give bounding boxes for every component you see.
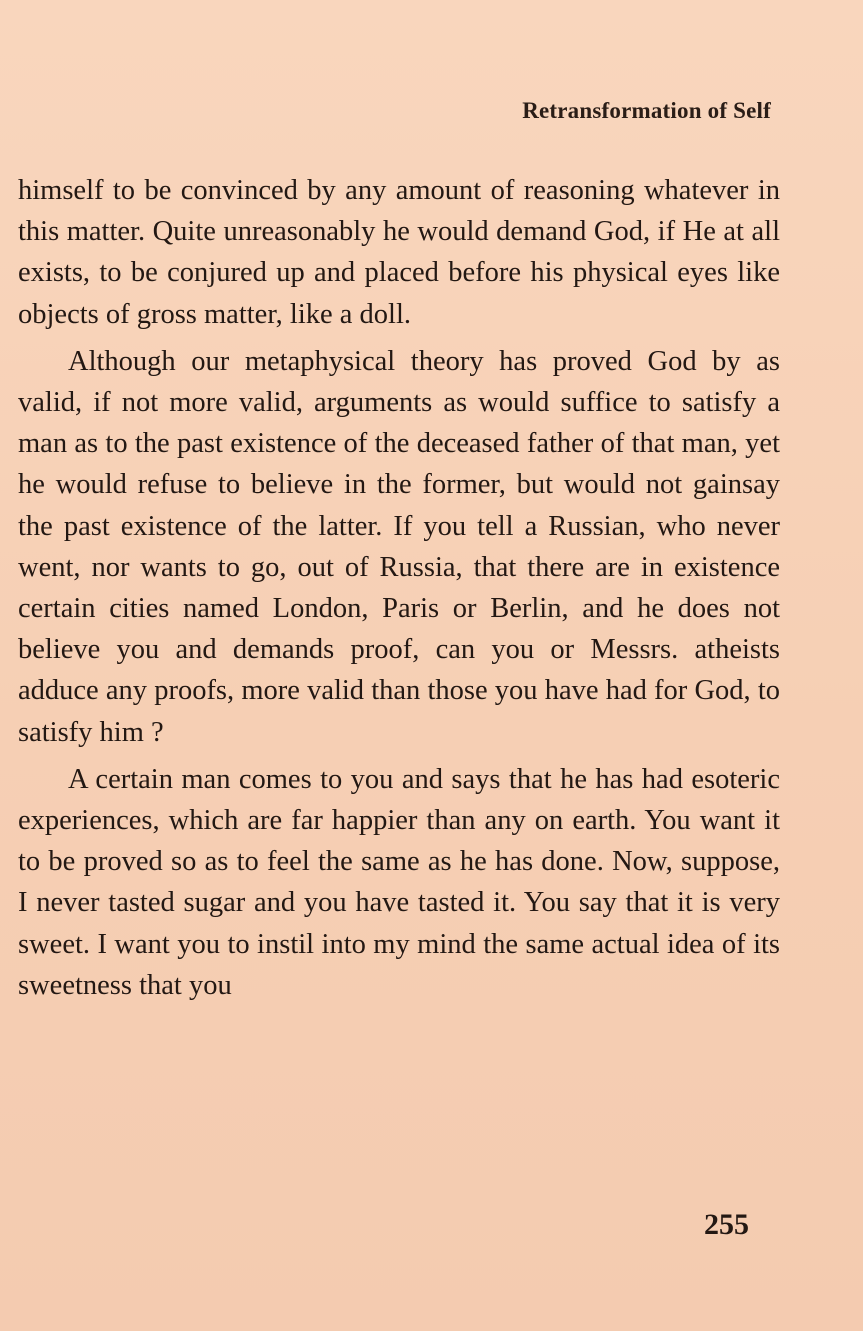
running-head: Retransformation of Self: [522, 98, 771, 123]
paragraph: Although our metaphysical theory has proved God by as valid, if not more valid, arguments as would suffice to satisfy a man as to the past existence of the deceased father of that man, yet he would refuse to believe in the former, but would not gainsay the past existence of the latter. If you tell a Russian, who never went, nor wants to go, out of Russia, that there are in existence certain cities named London, Paris or Berlin, and he does not believe you and demands proof, can you or Messrs. atheists adduce any proofs, more valid than those you have had for God, to satisfy him ?: [18, 345, 780, 748]
paragraph: A certain man comes to you and says that he has had esoteric experiences, which are far happier than any on earth. You want it to be proved so as to feel the same as he has done. Now, suppose, I never tasted sugar and you have tasted it. You say that it is very sweet. I want you to instil into my mind the same actual idea of its sweetness that you: [18, 763, 780, 1001]
page-number: 255: [704, 1208, 749, 1241]
paragraph: himself to be convinced by any amount of reasoning whatever in this matter. Quite unreasonably he would demand God, if He at all exists, to be conjured up and placed before his physical eyes like objects of gross matter, like a doll.: [18, 175, 780, 330]
body-text: [18, 170, 780, 1012]
